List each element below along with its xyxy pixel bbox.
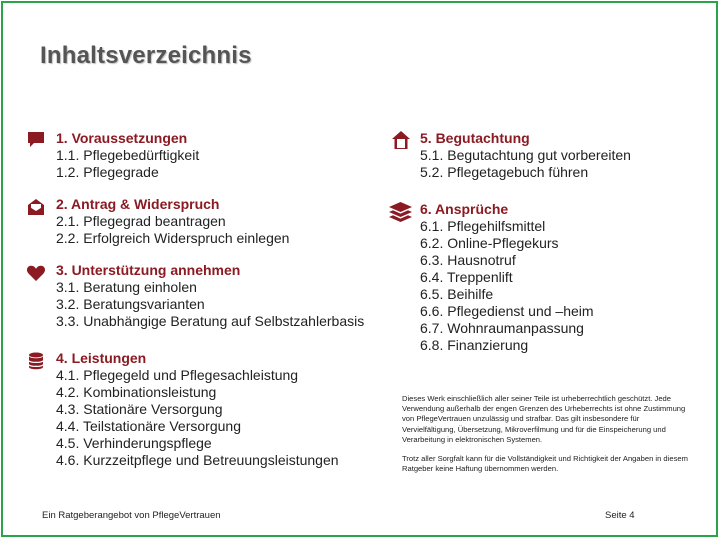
copyright-notice [402,394,692,483]
toc-section-6 [420,201,594,354]
toc-item[interactable]: 1.1. Pflegebedürftigkeit [56,147,200,163]
footer-publisher: Ein Ratgeberangebot von PflegeVertrauen [42,510,221,521]
heart-icon [26,263,46,283]
house-icon [391,130,411,150]
toc-item[interactable]: 5.2. Pflegetagebuch führen [420,164,589,180]
layers-icon [388,201,413,223]
toc-section-4 [56,350,339,469]
toc-item[interactable]: 4.4. Teilstationäre Versorgung [56,418,241,434]
toc-section-2 [56,196,289,247]
toc-item[interactable]: 2.2. Erfolgreich Widerspruch einlegen [56,230,290,246]
toc-item[interactable]: 4.3. Stationäre Versorgung [56,401,223,417]
speech-bubble-icon [26,130,46,150]
toc-item[interactable]: 1.2. Pflegegrade [56,164,159,180]
toc-item[interactable]: 4.1. Pflegegeld und Pflegesachleistung [56,367,299,383]
toc-item[interactable]: 3.3. Unabhängige Beratung auf Selbstzahlerbasis [56,313,365,329]
disclaimer-paragraph: Trotz aller Sorgfalt kann für die Vollständigkeit und Richtigkeit der Angaben in diesem Ratgeber keine Haftung übernommen werden. [402,454,688,474]
toc-item[interactable]: 6.5. Beihilfe [420,286,494,302]
toc-item[interactable]: 4.2. Kombinationsleistung [56,384,217,400]
toc-section-heading[interactable]: 5. Begutachtung [420,130,530,146]
toc-item[interactable]: 6.4. Treppenlift [420,269,513,285]
toc-item[interactable]: 6.8. Finanzierung [420,337,529,353]
toc-item[interactable]: 6.7. Wohnraumanpassung [420,320,584,336]
toc-section-heading[interactable]: 3. Unterstützung annehmen [56,262,241,278]
toc-item[interactable]: 2.1. Pflegegrad beantragen [56,213,226,229]
toc-section-5 [420,130,631,181]
toc-item[interactable]: 3.1. Beratung einholen [56,279,197,295]
database-icon [26,351,46,371]
envelope-icon [26,197,46,217]
copyright-paragraph: Dieses Werk einschließlich aller seiner Teile ist urheberrechtlich geschützt. Jede Verwendung außerhalb der engen Grenzen des Urheberrechts ist ohne Zustimmung von PflegeVertrauen unzulässig und strafbar. Das gilt insbesondere für Vervielfältigung, Übersetzung, Mikroverfilmung und für die Einspeicherung und Verarbeitung in elektronischen Systemen. [402,394,686,444]
toc-item[interactable]: 4.6. Kurzzeitpflege und Betreuungsleistungen [56,452,339,468]
toc-section-1 [56,130,199,181]
toc-item[interactable]: 6.2. Online-Pflegekurs [420,235,559,251]
toc-section-heading[interactable]: 2. Antrag & Widerspruch [56,196,220,212]
toc-item[interactable]: 6.3. Hausnotruf [420,252,516,268]
toc-item[interactable]: 4.5. Verhinderungspflege [56,435,212,451]
toc-item[interactable]: 5.1. Begutachtung gut vorbereiten [420,147,631,163]
toc-item[interactable]: 6.1. Pflegehilfsmittel [420,218,546,234]
page-number: Seite 4 [605,510,635,521]
toc-section-heading[interactable]: 6. Ansprüche [420,201,509,217]
toc-item[interactable]: 3.2. Beratungsvarianten [56,296,205,312]
toc-item[interactable]: 6.6. Pflegedienst und –heim [420,303,594,319]
toc-section-heading[interactable]: 1. Voraussetzungen [56,130,188,146]
page-title: Inhaltsverzeichnis [40,42,252,69]
toc-section-heading[interactable]: 4. Leistungen [56,350,147,366]
toc-section-3 [56,262,364,330]
